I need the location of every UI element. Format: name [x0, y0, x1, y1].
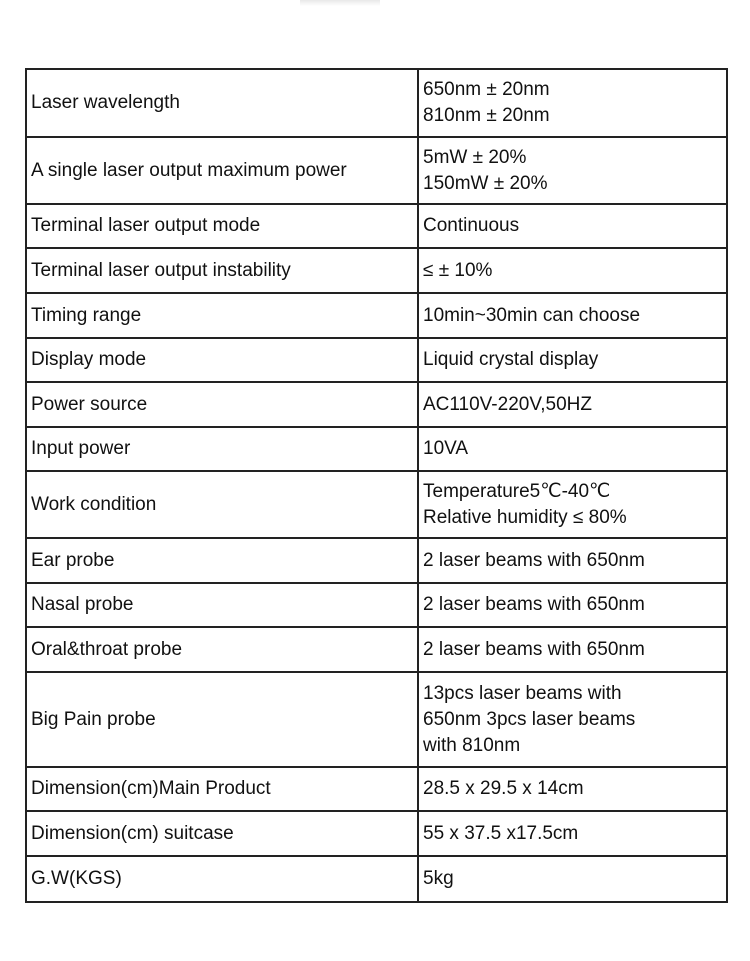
spec-value	[418, 137, 727, 204]
table-row	[26, 248, 727, 293]
spec-label: Dimension(cm)Main Product	[26, 767, 418, 811]
spec-value	[418, 69, 727, 137]
spec-value-line: 150mW ± 20%	[423, 172, 548, 194]
table-row	[26, 204, 727, 248]
spec-value-line: Relative humidity ≤ 80%	[423, 506, 627, 528]
spec-label: Oral&throat probe	[26, 627, 418, 672]
spec-label: Timing range	[26, 293, 418, 338]
spec-label: Display mode	[26, 338, 418, 382]
table-row	[26, 627, 727, 672]
spec-value: Continuous	[418, 204, 727, 248]
table-row	[26, 338, 727, 382]
spec-label: Power source	[26, 382, 418, 427]
spec-value-line: 650nm 3pcs laser beams	[423, 708, 636, 730]
table-row	[26, 137, 727, 204]
table-row	[26, 811, 727, 856]
spec-label: G.W(KGS)	[26, 856, 418, 902]
table-row	[26, 427, 727, 471]
spec-value	[418, 471, 727, 538]
specification-table	[25, 68, 728, 903]
table-row	[26, 471, 727, 538]
spec-label: Big Pain probe	[26, 672, 418, 767]
spec-value-line: Temperature5℃-40℃	[423, 480, 611, 502]
table-row	[26, 293, 727, 338]
table-row	[26, 69, 727, 137]
spec-label: Dimension(cm) suitcase	[26, 811, 418, 856]
spec-label: Nasal probe	[26, 583, 418, 627]
spec-value: ≤ ± 10%	[418, 248, 727, 293]
spec-value: Liquid crystal display	[418, 338, 727, 382]
spec-value-line: with 810nm	[423, 734, 521, 756]
spec-value: 55 x 37.5 x17.5cm	[418, 811, 727, 856]
table-row	[26, 767, 727, 811]
spec-value: 2 laser beams with 650nm	[418, 627, 727, 672]
spec-label: Ear probe	[26, 538, 418, 583]
spec-value: 2 laser beams with 650nm	[418, 583, 727, 627]
spec-value-line: 13pcs laser beams with	[423, 682, 622, 704]
spec-label: A single laser output maximum power	[26, 137, 418, 204]
spec-value: 2 laser beams with 650nm	[418, 538, 727, 583]
table-row	[26, 672, 727, 767]
spec-value: 5kg	[418, 856, 727, 902]
spec-value: 10VA	[418, 427, 727, 471]
spec-value-line: 650nm ± 20nm	[423, 79, 550, 100]
spec-label: Input power	[26, 427, 418, 471]
spec-value: 28.5 x 29.5 x 14cm	[418, 767, 727, 811]
spec-value: AC110V-220V,50HZ	[418, 382, 727, 427]
spec-label: Work condition	[26, 471, 418, 538]
spec-value	[418, 672, 727, 767]
spec-label: Terminal laser output mode	[26, 204, 418, 248]
spec-value-line: 810nm ± 20nm	[423, 105, 550, 126]
table-row	[26, 856, 727, 902]
spec-label: Terminal laser output instability	[26, 248, 418, 293]
table-row	[26, 382, 727, 427]
table-row	[26, 538, 727, 583]
spec-value: 10min~30min can choose	[418, 293, 727, 338]
spec-value-line: 5mW ± 20%	[423, 146, 527, 168]
spec-label: Laser wavelength	[26, 69, 418, 137]
top-edge-shadow	[300, 0, 380, 6]
table-row	[26, 583, 727, 627]
